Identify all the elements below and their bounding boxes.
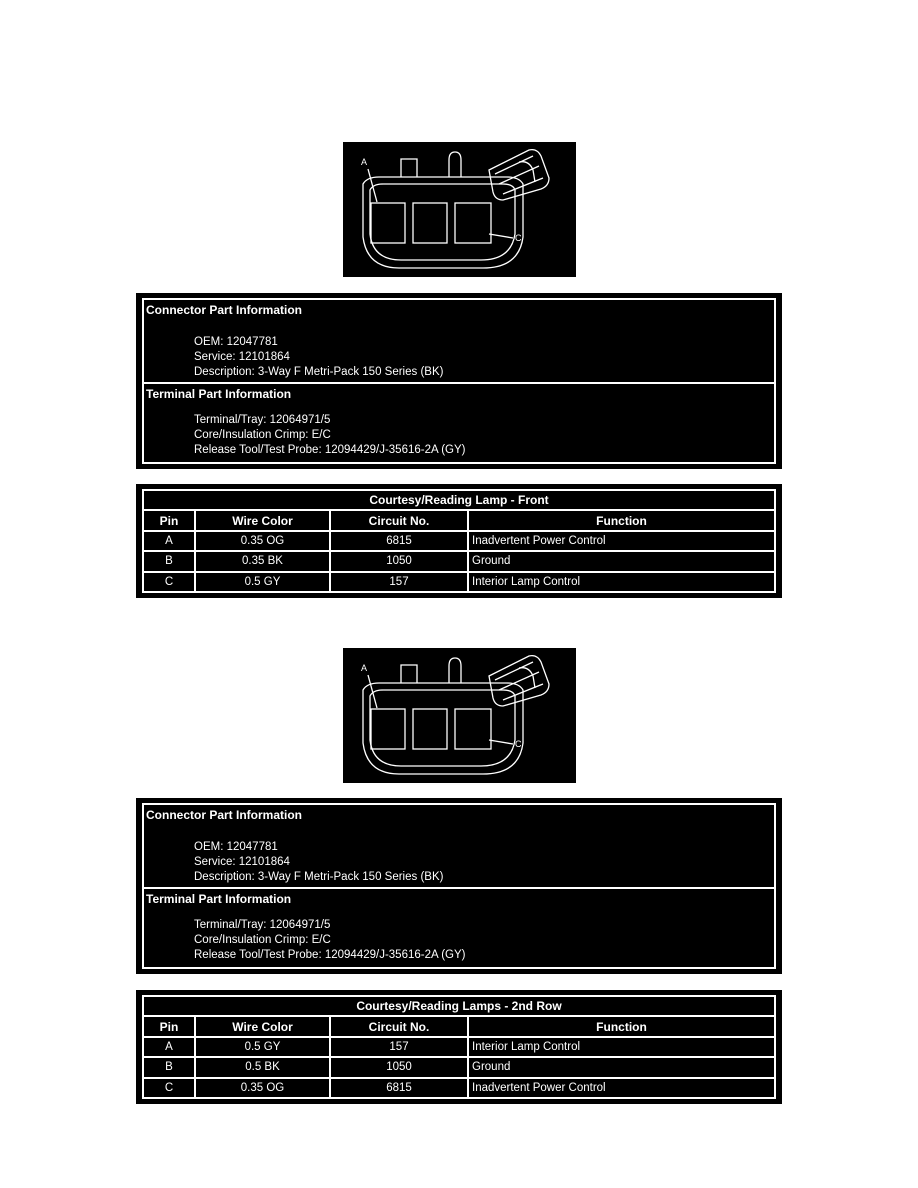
service-line: Service: 12101864 — [194, 856, 290, 868]
circuit-cell: 6815 — [330, 531, 468, 551]
connector-info-heading: Connector Part Information — [146, 303, 303, 317]
table-row — [143, 551, 775, 571]
connector-info-heading: Connector Part Information — [146, 808, 303, 822]
pin-cell: C — [143, 572, 195, 592]
connector-face-icon — [343, 142, 576, 277]
part-info-panel — [136, 293, 782, 469]
connector-part-info — [144, 805, 774, 889]
connector-diagram — [343, 142, 576, 277]
header-pin: Pin — [143, 1016, 195, 1036]
terminal-tray-line: Terminal/Tray: 12064971/5 — [194, 414, 331, 426]
table-row — [143, 572, 775, 592]
table-row — [143, 1057, 775, 1077]
pin-cell: A — [143, 1037, 195, 1057]
function-cell: Ground — [468, 551, 775, 571]
table-title: Courtesy/Reading Lamps - 2nd Row — [143, 996, 775, 1016]
connector-part-info — [144, 300, 774, 384]
pin-cell: B — [143, 1057, 195, 1077]
part-info-panel — [136, 798, 782, 974]
pin-label-c: C — [515, 233, 522, 243]
function-cell: Interior Lamp Control — [468, 572, 775, 592]
table-title: Courtesy/Reading Lamp - Front — [143, 490, 775, 510]
connector-face-icon — [343, 648, 576, 783]
description-line: Description: 3-Way F Metri-Pack 150 Series (BK) — [194, 871, 444, 883]
header-function: Function — [468, 510, 775, 530]
function-cell: Inadvertent Power Control — [468, 1078, 775, 1098]
function-cell: Interior Lamp Control — [468, 1037, 775, 1057]
circuit-cell: 1050 — [330, 1057, 468, 1077]
pin-table — [142, 489, 776, 593]
wire-color-cell: 0.35 BK — [195, 551, 330, 571]
circuit-cell: 157 — [330, 572, 468, 592]
wire-color-cell: 0.5 GY — [195, 1037, 330, 1057]
table-row — [143, 1078, 775, 1098]
connector-diagram — [343, 648, 576, 783]
pin-cell: B — [143, 551, 195, 571]
terminal-tray-line: Terminal/Tray: 12064971/5 — [194, 919, 331, 931]
pin-table — [142, 995, 776, 1099]
header-pin: Pin — [143, 510, 195, 530]
wire-color-cell: 0.35 OG — [195, 1078, 330, 1098]
crimp-line: Core/Insulation Crimp: E/C — [194, 934, 331, 946]
oem-line: OEM: 12047781 — [194, 336, 278, 348]
terminal-part-info — [144, 384, 774, 462]
header-function: Function — [468, 1016, 775, 1036]
pin-table-container — [136, 484, 782, 598]
function-cell: Inadvertent Power Control — [468, 531, 775, 551]
release-tool-line: Release Tool/Test Probe: 12094429/J-35616-2A (GY) — [194, 444, 466, 456]
terminal-part-info — [144, 889, 774, 967]
release-tool-line: Release Tool/Test Probe: 12094429/J-35616-2A (GY) — [194, 949, 466, 961]
pin-table-container — [136, 990, 782, 1104]
pin-cell: A — [143, 531, 195, 551]
pin-cell: C — [143, 1078, 195, 1098]
wire-color-cell: 0.5 BK — [195, 1057, 330, 1077]
description-line: Description: 3-Way F Metri-Pack 150 Series (BK) — [194, 366, 444, 378]
terminal-info-heading: Terminal Part Information — [146, 387, 292, 401]
header-circuit-no: Circuit No. — [330, 510, 468, 530]
oem-line: OEM: 12047781 — [194, 841, 278, 853]
table-row — [143, 531, 775, 551]
service-line: Service: 12101864 — [194, 351, 290, 363]
crimp-line: Core/Insulation Crimp: E/C — [194, 429, 331, 441]
wire-color-cell: 0.35 OG — [195, 531, 330, 551]
pin-label-a: A — [361, 663, 368, 673]
terminal-info-heading: Terminal Part Information — [146, 892, 292, 906]
function-cell: Ground — [468, 1057, 775, 1077]
header-wire-color: Wire Color — [195, 1016, 330, 1036]
header-circuit-no: Circuit No. — [330, 1016, 468, 1036]
pin-label-a: A — [361, 157, 368, 167]
circuit-cell: 1050 — [330, 551, 468, 571]
pin-label-c: C — [515, 739, 522, 749]
circuit-cell: 6815 — [330, 1078, 468, 1098]
table-row — [143, 1037, 775, 1057]
header-wire-color: Wire Color — [195, 510, 330, 530]
wire-color-cell: 0.5 GY — [195, 572, 330, 592]
circuit-cell: 157 — [330, 1037, 468, 1057]
